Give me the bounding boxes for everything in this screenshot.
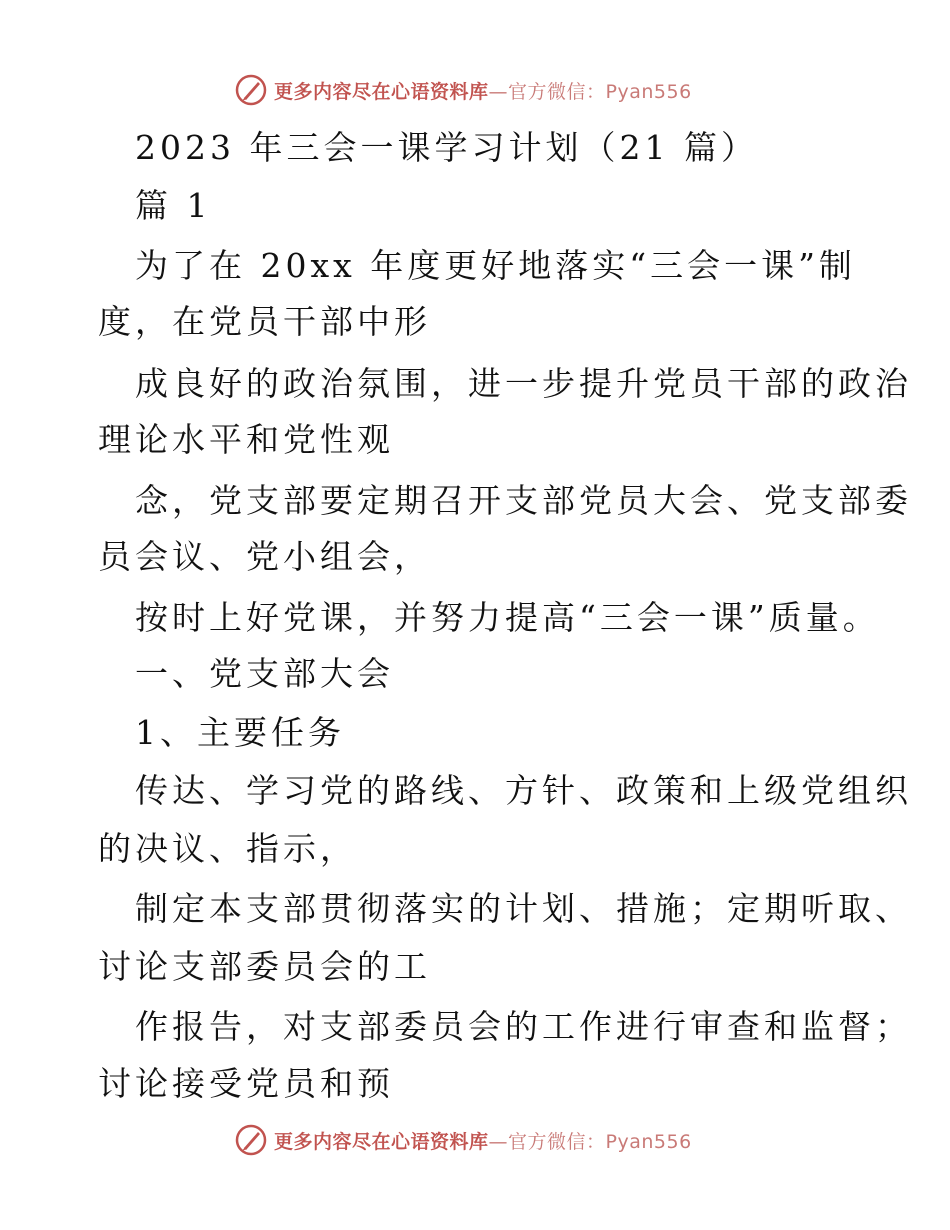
paragraph-line: 制定本支部贯彻落实的计划、措施；定期听取、 (135, 889, 912, 928)
paragraph-line: 讨论接受党员和预 (98, 1064, 394, 1103)
subsection-heading: 1、主要任务 (135, 713, 345, 752)
paragraph-line: 成良好的政治氛围，进一步提升党员干部的政治 (135, 364, 912, 403)
paragraph-line: 的决议、指示， (98, 829, 357, 868)
paragraph-line: 按时上好党课，并努力提高“三会一课”质量。 (135, 598, 880, 637)
paragraph-line: 传达、学习党的路线、方针、政策和上级党组织 (135, 771, 912, 810)
section-heading: 一、党支部大会 (135, 654, 394, 693)
section-heading: 篇 1 (135, 186, 212, 225)
quill-pen-icon (234, 73, 268, 107)
watermark-top (234, 70, 692, 110)
watermark-sub: —官方微信：Pyan556 (488, 80, 692, 103)
paragraph-line: 员会议、党小组会， (98, 537, 431, 576)
watermark-sub: —官方微信：Pyan556 (488, 1130, 692, 1153)
paragraph-line: 为了在 20xx 年度更好地落实“三会一课”制 (135, 246, 856, 285)
watermark-main: 更多内容尽在心语资料库 (274, 1130, 489, 1153)
watermark-text (274, 77, 692, 104)
watermark-bottom (234, 1120, 692, 1160)
paragraph-line: 讨论支部委员会的工 (98, 947, 431, 986)
paragraph-line: 度，在党员干部中形 (98, 302, 431, 341)
paragraph-line: 念，党支部要定期召开支部党员大会、党支部委 (135, 481, 912, 520)
watermark-main: 更多内容尽在心语资料库 (274, 80, 489, 103)
document-title: 2023 年三会一课学习计划（21 篇） (135, 128, 758, 167)
paragraph-line: 理论水平和党性观 (98, 420, 394, 459)
quill-pen-icon (234, 1123, 268, 1157)
watermark-text (274, 1127, 692, 1154)
paragraph-line: 作报告，对支部委员会的工作进行审查和监督； (135, 1007, 912, 1046)
